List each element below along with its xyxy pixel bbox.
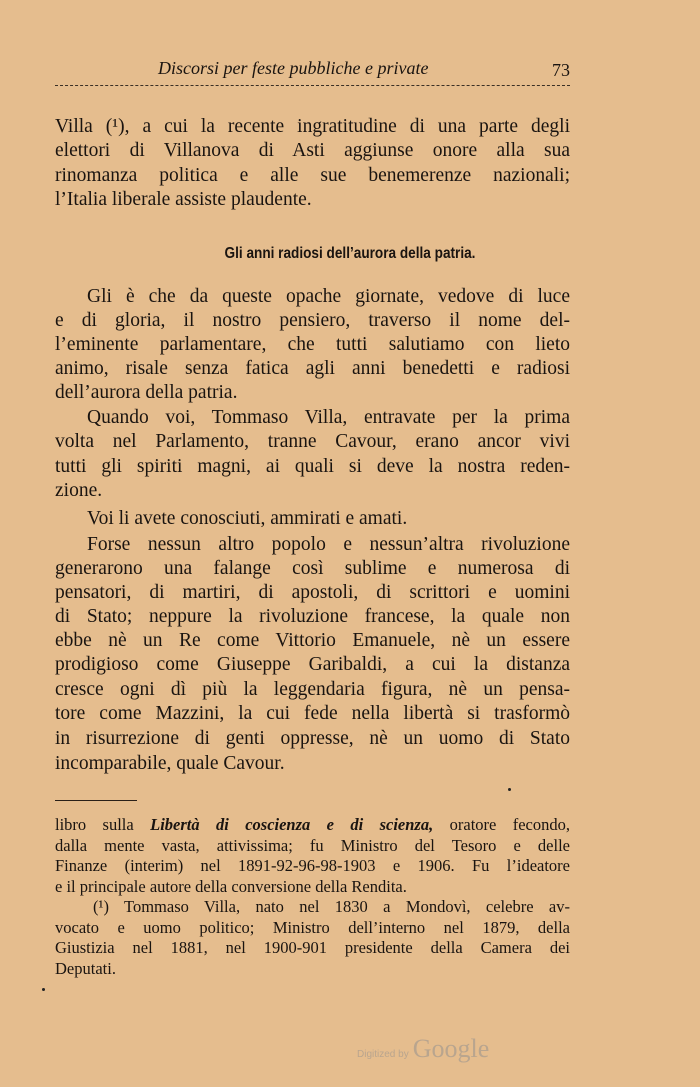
text-line: animo, risale senza fatica agli anni benedetti e radiosi bbox=[55, 358, 570, 379]
text-line: tore come Mazzini, la cui fede nella libertà si trasformò bbox=[55, 703, 570, 724]
text-line: in risurrezione di genti oppresse, nè un uomo di Stato bbox=[55, 728, 570, 749]
text-line: Villa (¹), a cui la recente ingratitudine di una parte degli bbox=[55, 116, 570, 137]
text-line: pensatori, di martiri, di apostoli, di scrittori e uomini bbox=[55, 582, 570, 603]
text-line: rinomanza politica e alle sue benemerenze nazionali; bbox=[55, 165, 570, 186]
text-line: tutti gli spiriti magni, ai quali si deve la nostra reden- bbox=[55, 456, 570, 477]
header-rule bbox=[55, 85, 570, 86]
footnote-line: dalla mente vasta, attivissima; fu Ministro del Tesoro e delle bbox=[55, 836, 570, 855]
text-line: Voi li avete conosciuti, ammirati e amati. bbox=[87, 508, 408, 529]
footnote-line: Finanze (interim) nel 1891-92-96-98-1903 e 1906. Fu l’ideatore bbox=[55, 856, 570, 875]
footnote-line: Giustizia nel 1881, nel 1900-901 presidente della Camera dei bbox=[55, 938, 570, 957]
footnote-line bbox=[55, 815, 570, 836]
text-line: volta nel Parlamento, tranne Cavour, erano ancor vivi bbox=[55, 431, 570, 452]
text-line: Gli è che da queste opache giornate, vedove di luce bbox=[87, 286, 570, 307]
text-line: dell’aurora della patria. bbox=[55, 382, 238, 403]
text-line: Quando voi, Tommaso Villa, entravate per la prima bbox=[87, 407, 570, 428]
footnote-rule bbox=[55, 800, 137, 801]
book-title: Libertà di coscienza e di scienza, bbox=[150, 815, 434, 834]
watermark-small: Digitized by bbox=[357, 1049, 409, 1060]
google-logo: Google bbox=[412, 1034, 490, 1063]
text-line: prodigioso come Giuseppe Garibaldi, a cui la distanza bbox=[55, 654, 570, 675]
text-line: ebbe nè un Re come Vittorio Emanuele, nè un essere bbox=[55, 630, 570, 651]
text-line: di Stato; neppure la rivoluzione francese, la quale non bbox=[55, 606, 570, 627]
scan-speck bbox=[42, 988, 45, 991]
footnote-line: Deputati. bbox=[55, 959, 116, 978]
footnote-text: libro sulla bbox=[55, 815, 151, 834]
text-line: e di gloria, il nostro pensiero, traverso il nome del- bbox=[55, 310, 570, 331]
text-line: generarono una falange così sublime e numerosa di bbox=[55, 558, 570, 579]
digitized-watermark bbox=[357, 1034, 489, 1064]
footnote-line: (¹) Tommaso Villa, nato nel 1830 a Mondovì, celebre av- bbox=[93, 897, 570, 916]
text-line: Forse nessun altro popolo e nessun’altra rivoluzione bbox=[87, 534, 570, 555]
text-line: cresce ogni dì più la leggendaria figura, nè un pensa- bbox=[55, 679, 570, 700]
footnote-line: e il principale autore della conversione della Rendita. bbox=[55, 877, 407, 896]
page-number: 73 bbox=[552, 60, 570, 80]
footnote-text: oratore fecondo, bbox=[433, 815, 570, 834]
text-line: zione. bbox=[55, 480, 103, 501]
text-line: l’Italia liberale assiste plaudente. bbox=[55, 189, 312, 210]
text-line: incomparabile, quale Cavour. bbox=[55, 753, 285, 774]
footnote-line: vocato e uomo politico; Ministro dell’interno nel 1879, della bbox=[55, 918, 570, 937]
text-line: elettori di Villanova di Asti aggiunse onore alla sua bbox=[55, 140, 570, 161]
running-header bbox=[55, 58, 570, 84]
text-line: l’eminente parlamentare, che tutti salutiamo con lieto bbox=[55, 334, 570, 355]
section-heading: Gli anni radiosi dell’aurora della patria. bbox=[224, 245, 476, 262]
running-title: Discorsi per feste pubbliche e private bbox=[158, 58, 429, 78]
scan-speck bbox=[508, 788, 511, 791]
